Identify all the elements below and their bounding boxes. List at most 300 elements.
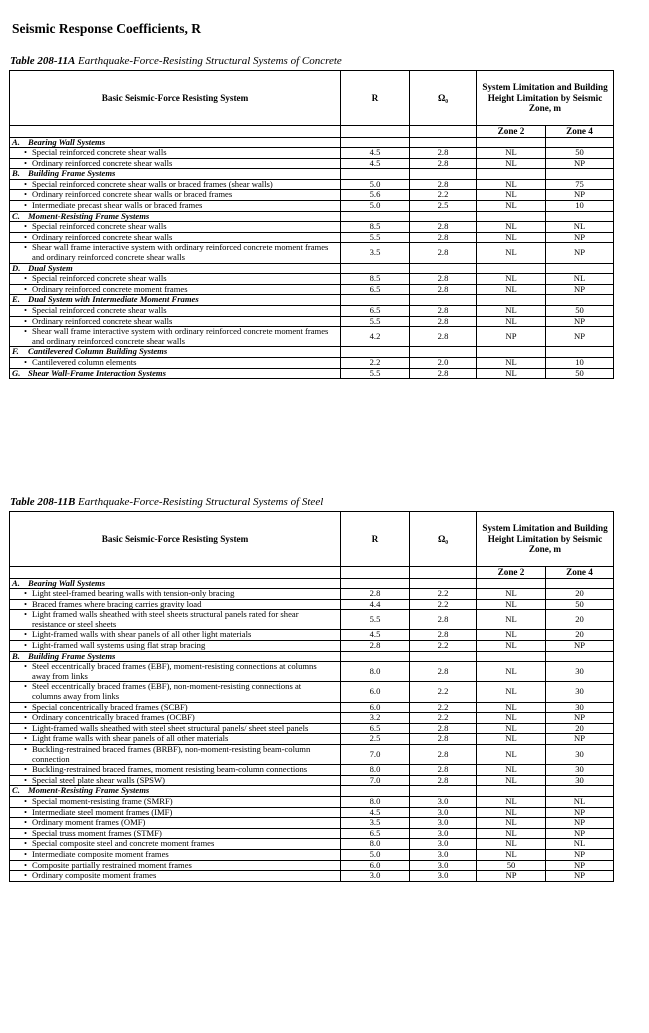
z4-value: NP bbox=[546, 828, 614, 839]
omega-value: 3.0 bbox=[410, 807, 477, 818]
omega-value: 2.8 bbox=[410, 610, 477, 630]
page-title: Seismic Response Coefficients, R bbox=[12, 21, 201, 36]
z4-value: 30 bbox=[546, 702, 614, 713]
z4-value: NP bbox=[546, 284, 614, 295]
limitation-header: System Limitation and Building Height Limitation by Seismic Zone, m bbox=[477, 71, 614, 126]
section-title: Moment-Resisting Frame Systems bbox=[28, 210, 150, 221]
r-value bbox=[341, 137, 410, 148]
table-row bbox=[10, 599, 614, 610]
z2-value: NL bbox=[477, 662, 546, 682]
omega-value: 2.8 bbox=[410, 723, 477, 734]
z4-value: NP bbox=[546, 713, 614, 724]
omega-value bbox=[410, 578, 477, 589]
r-value: 3.5 bbox=[341, 243, 410, 263]
system-name: • Ordinary reinforced concrete shear walls bbox=[10, 232, 341, 243]
section-title: Dual System bbox=[28, 262, 73, 273]
r-value: 5.5 bbox=[341, 368, 410, 379]
zone4-header: Zone 4 bbox=[546, 126, 614, 138]
table-a-title: Earthquake-Force-Resisting Structural Systems of Concrete bbox=[78, 55, 342, 67]
z4-value: 10 bbox=[546, 357, 614, 368]
system-name: • Ordinary reinforced concrete moment frames bbox=[10, 284, 341, 295]
r-value: 5.5 bbox=[341, 232, 410, 243]
z2-value: NL bbox=[477, 745, 546, 765]
r-value: 6.5 bbox=[341, 828, 410, 839]
system-name: • Composite partially restrained moment frames bbox=[10, 860, 341, 871]
z2-value: NL bbox=[477, 599, 546, 610]
section-title: Cantilevered Column Building Systems bbox=[28, 346, 168, 357]
r-value bbox=[341, 211, 410, 222]
r-value: 5.6 bbox=[341, 190, 410, 201]
section-title: Moment-Resisting Frame Systems bbox=[28, 785, 150, 796]
system-name: • Light framed walls sheathed with steel sheets structural panels rated for shear resistance or steel sheets bbox=[10, 610, 341, 630]
system-name: • Steel eccentrically braced frames (EBF), moment-resisting connections at columns away from links bbox=[10, 662, 341, 682]
z4-value: NL bbox=[546, 274, 614, 285]
z2-value bbox=[477, 347, 546, 358]
table-row bbox=[10, 357, 614, 368]
table-row bbox=[10, 662, 614, 682]
z2-value: NL bbox=[477, 222, 546, 233]
omega-value: 3.0 bbox=[410, 860, 477, 871]
r-value: 6.0 bbox=[341, 682, 410, 702]
section-label bbox=[10, 347, 341, 358]
z4-value: NP bbox=[546, 158, 614, 169]
zone-header-row bbox=[10, 567, 614, 579]
z4-value: NP bbox=[546, 860, 614, 871]
table-row bbox=[10, 222, 614, 233]
table-row bbox=[10, 148, 614, 159]
omega-value: 2.8 bbox=[410, 775, 477, 786]
system-name: • Special reinforced concrete shear walls bbox=[10, 274, 341, 285]
r-value bbox=[341, 651, 410, 662]
z2-value: NL bbox=[477, 610, 546, 630]
system-name: • Special steel plate shear walls (SPSW) bbox=[10, 775, 341, 786]
z4-value: 50 bbox=[546, 306, 614, 317]
omega-value: 2.5 bbox=[410, 201, 477, 212]
system-name: • Special reinforced concrete shear walls bbox=[10, 148, 341, 159]
table-row bbox=[10, 849, 614, 860]
r-value: 5.5 bbox=[341, 610, 410, 630]
omega-value: 3.0 bbox=[410, 839, 477, 850]
z4-value: NL bbox=[546, 222, 614, 233]
z2-value: NL bbox=[477, 713, 546, 724]
table-row bbox=[10, 610, 614, 630]
table-row bbox=[10, 201, 614, 212]
omega-value: 2.2 bbox=[410, 599, 477, 610]
z2-value: NL bbox=[477, 849, 546, 860]
system-name: • Ordinary moment frames (OMF) bbox=[10, 818, 341, 829]
table-concrete bbox=[9, 70, 614, 379]
omega-value bbox=[410, 651, 477, 662]
table-b-title: Earthquake-Force-Resisting Structural Systems of Steel bbox=[78, 496, 324, 508]
r-value: 6.5 bbox=[341, 284, 410, 295]
z2-value: NL bbox=[477, 775, 546, 786]
section-letter: A. bbox=[12, 577, 20, 588]
r-value: 6.0 bbox=[341, 702, 410, 713]
section-label bbox=[10, 651, 341, 662]
omega-value: 3.0 bbox=[410, 796, 477, 807]
table-row bbox=[10, 723, 614, 734]
r-value bbox=[341, 578, 410, 589]
system-name: • Ordinary reinforced concrete shear walls bbox=[10, 158, 341, 169]
omega-value bbox=[410, 211, 477, 222]
r-value: 8.5 bbox=[341, 222, 410, 233]
z4-value: 20 bbox=[546, 723, 614, 734]
table-row bbox=[10, 775, 614, 786]
r-value: 3.5 bbox=[341, 818, 410, 829]
r-value: 7.0 bbox=[341, 745, 410, 765]
omega-value bbox=[410, 137, 477, 148]
omega-value: 2.2 bbox=[410, 713, 477, 724]
r-value: 6.0 bbox=[341, 860, 410, 871]
omega-value: 2.8 bbox=[410, 327, 477, 347]
r-value bbox=[341, 295, 410, 306]
table-row bbox=[10, 818, 614, 829]
z2-value: NP bbox=[477, 871, 546, 882]
z2-value bbox=[477, 295, 546, 306]
z2-value: NL bbox=[477, 818, 546, 829]
z2-value: NL bbox=[477, 828, 546, 839]
z4-value bbox=[546, 169, 614, 180]
system-name: • Special concentrically braced frames (SCBF) bbox=[10, 702, 341, 713]
section-label bbox=[10, 578, 341, 589]
system-name: • Special composite steel and concrete moment frames bbox=[10, 839, 341, 850]
section-row bbox=[10, 578, 614, 589]
omega-value: 2.2 bbox=[410, 702, 477, 713]
section-label bbox=[10, 368, 341, 379]
blank-cell bbox=[410, 567, 477, 579]
r-value: 4.4 bbox=[341, 599, 410, 610]
omega-value: 2.8 bbox=[410, 284, 477, 295]
section-row bbox=[10, 295, 614, 306]
z4-value bbox=[546, 263, 614, 274]
section-letter: C. bbox=[12, 210, 20, 221]
r-value bbox=[341, 347, 410, 358]
r-value bbox=[341, 786, 410, 797]
table-a-caption bbox=[10, 55, 342, 67]
omega-value bbox=[410, 786, 477, 797]
omega-value: 2.8 bbox=[410, 745, 477, 765]
system-header: Basic Seismic-Force Resisting System bbox=[10, 512, 341, 567]
section-title: Building Frame Systems bbox=[28, 168, 116, 179]
z2-value: 50 bbox=[477, 860, 546, 871]
table-row bbox=[10, 274, 614, 285]
z2-value bbox=[477, 786, 546, 797]
table-row bbox=[10, 860, 614, 871]
system-name: • Special reinforced concrete shear walls bbox=[10, 306, 341, 317]
section-label bbox=[10, 137, 341, 148]
z4-value: 20 bbox=[546, 630, 614, 641]
section-row bbox=[10, 169, 614, 180]
section-title: Building Frame Systems bbox=[28, 650, 116, 661]
system-name: • Shear wall frame interactive system with ordinary reinforced concrete moment frames and ordinary reinforced concrete shear walls bbox=[10, 243, 341, 263]
r-value: 5.0 bbox=[341, 201, 410, 212]
z4-value bbox=[546, 786, 614, 797]
z2-value: NL bbox=[477, 641, 546, 652]
table-row bbox=[10, 316, 614, 327]
z2-value: NL bbox=[477, 839, 546, 850]
section-title: Bearing Wall Systems bbox=[28, 136, 106, 147]
blank-cell bbox=[10, 126, 341, 138]
z4-value: 50 bbox=[546, 599, 614, 610]
z4-value: NP bbox=[546, 849, 614, 860]
table-row bbox=[10, 232, 614, 243]
system-name: • Steel eccentrically braced frames (EBF), non-moment-resisting connections at columns away from links bbox=[10, 682, 341, 702]
omega-value: 3.0 bbox=[410, 828, 477, 839]
section-row bbox=[10, 651, 614, 662]
section-letter: G. bbox=[12, 367, 21, 378]
omega-value: 2.8 bbox=[410, 222, 477, 233]
table-row bbox=[10, 839, 614, 850]
omega-value: 2.8 bbox=[410, 179, 477, 190]
blank-cell bbox=[341, 567, 410, 579]
system-name: • Light frame walls with shear panels of all other materials bbox=[10, 734, 341, 745]
system-name: • Light steel-framed bearing walls with tension-only bracing bbox=[10, 589, 341, 600]
system-name: • Ordinary reinforced concrete shear walls or braced frames bbox=[10, 190, 341, 201]
omega-value: 2.2 bbox=[410, 589, 477, 600]
r-value: 4.5 bbox=[341, 148, 410, 159]
z2-value: NL bbox=[477, 589, 546, 600]
section-letter: A. bbox=[12, 136, 20, 147]
r-value: 5.0 bbox=[341, 179, 410, 190]
section-label bbox=[10, 263, 341, 274]
section-title: Dual System with Intermediate Moment Frames bbox=[28, 294, 199, 305]
table-row bbox=[10, 327, 614, 347]
omega-value: 2.8 bbox=[410, 306, 477, 317]
r-value: 2.5 bbox=[341, 734, 410, 745]
z4-value: NP bbox=[546, 641, 614, 652]
omega-value: 2.0 bbox=[410, 357, 477, 368]
table-row bbox=[10, 284, 614, 295]
table-row bbox=[10, 807, 614, 818]
z2-value: NL bbox=[477, 682, 546, 702]
system-name: • Buckling-restrained braced frames, moment resisting beam-column connections bbox=[10, 765, 341, 776]
z2-value: NL bbox=[477, 630, 546, 641]
z4-value: 75 bbox=[546, 179, 614, 190]
z2-value: NL bbox=[477, 148, 546, 159]
z2-value: NL bbox=[477, 190, 546, 201]
r-value: 8.0 bbox=[341, 662, 410, 682]
section-title: Shear Wall-Frame Interaction Systems bbox=[28, 367, 166, 378]
omega-value: 2.8 bbox=[410, 274, 477, 285]
section-letter: B. bbox=[12, 168, 20, 179]
section-label bbox=[10, 786, 341, 797]
r-value: 7.0 bbox=[341, 775, 410, 786]
omega-value: 2.8 bbox=[410, 158, 477, 169]
section-row bbox=[10, 368, 614, 379]
z4-value: 30 bbox=[546, 682, 614, 702]
omega-value bbox=[410, 295, 477, 306]
z4-value: NP bbox=[546, 818, 614, 829]
z2-value: NL bbox=[477, 357, 546, 368]
omega-value: 2.8 bbox=[410, 232, 477, 243]
omega-value: 3.0 bbox=[410, 849, 477, 860]
table-row bbox=[10, 871, 614, 882]
section-row bbox=[10, 211, 614, 222]
z4-value: NL bbox=[546, 839, 614, 850]
table-steel bbox=[9, 511, 614, 882]
r-value: 6.5 bbox=[341, 306, 410, 317]
limitation-header: System Limitation and Building Height Limitation by Seismic Zone, m bbox=[477, 512, 614, 567]
z4-value: NL bbox=[546, 796, 614, 807]
section-row bbox=[10, 137, 614, 148]
r-value: 8.0 bbox=[341, 765, 410, 776]
omega-value: 2.8 bbox=[410, 734, 477, 745]
header-row bbox=[10, 512, 614, 567]
table-row bbox=[10, 630, 614, 641]
z2-value: NL bbox=[477, 796, 546, 807]
z4-value: NP bbox=[546, 734, 614, 745]
table-row bbox=[10, 589, 614, 600]
table-row bbox=[10, 641, 614, 652]
omega-header: Ω₀ bbox=[410, 71, 477, 126]
table-row bbox=[10, 828, 614, 839]
r-value bbox=[341, 263, 410, 274]
omega-value: 2.8 bbox=[410, 630, 477, 641]
r-value: 4.5 bbox=[341, 630, 410, 641]
system-name: • Intermediate composite moment frames bbox=[10, 849, 341, 860]
system-name: • Buckling-restrained braced frames (BRBF), non-moment-resisting beam-column connection bbox=[10, 745, 341, 765]
blank-cell bbox=[410, 126, 477, 138]
omega-value: 3.0 bbox=[410, 871, 477, 882]
r-value: 3.2 bbox=[341, 713, 410, 724]
z2-value: NL bbox=[477, 158, 546, 169]
r-value: 8.5 bbox=[341, 274, 410, 285]
table-row bbox=[10, 702, 614, 713]
omega-value: 2.8 bbox=[410, 148, 477, 159]
system-name: • Cantilevered column elements bbox=[10, 357, 341, 368]
r-value: 5.0 bbox=[341, 849, 410, 860]
z4-value: 20 bbox=[546, 589, 614, 600]
z4-value bbox=[546, 651, 614, 662]
section-label bbox=[10, 169, 341, 180]
blank-cell bbox=[10, 567, 341, 579]
z4-value bbox=[546, 137, 614, 148]
r-value: 6.5 bbox=[341, 723, 410, 734]
omega-value: 2.2 bbox=[410, 641, 477, 652]
table-row bbox=[10, 734, 614, 745]
section-title: Bearing Wall Systems bbox=[28, 577, 106, 588]
z2-value: NL bbox=[477, 723, 546, 734]
omega-value: 2.2 bbox=[410, 682, 477, 702]
z2-value: NL bbox=[477, 274, 546, 285]
omega-value: 2.8 bbox=[410, 316, 477, 327]
blank-cell bbox=[341, 126, 410, 138]
table-a-number: Table 208-11A bbox=[10, 55, 76, 67]
omega-value: 2.8 bbox=[410, 243, 477, 263]
z2-value: NP bbox=[477, 327, 546, 347]
z2-value: NL bbox=[477, 201, 546, 212]
z2-value: NL bbox=[477, 316, 546, 327]
table-row bbox=[10, 796, 614, 807]
system-name: • Light-framed walls sheathed with steel sheet structural panels/ sheet steel panels bbox=[10, 723, 341, 734]
z4-value: NP bbox=[546, 871, 614, 882]
section-letter: D. bbox=[12, 262, 21, 273]
z4-value: NP bbox=[546, 232, 614, 243]
zone2-header: Zone 2 bbox=[477, 567, 546, 579]
z4-value: 50 bbox=[546, 148, 614, 159]
z4-value: NP bbox=[546, 327, 614, 347]
z4-value: 50 bbox=[546, 368, 614, 379]
z4-value: 30 bbox=[546, 765, 614, 776]
table-row bbox=[10, 158, 614, 169]
table-row bbox=[10, 306, 614, 317]
system-name: • Intermediate precast shear walls or braced frames bbox=[10, 201, 341, 212]
table-row bbox=[10, 682, 614, 702]
z2-value: NL bbox=[477, 284, 546, 295]
zone4-header: Zone 4 bbox=[546, 567, 614, 579]
system-name: • Ordinary reinforced concrete shear walls bbox=[10, 316, 341, 327]
z4-value: NP bbox=[546, 243, 614, 263]
header-row bbox=[10, 71, 614, 126]
r-value: 4.2 bbox=[341, 327, 410, 347]
z4-value: 20 bbox=[546, 610, 614, 630]
system-name: • Shear wall frame interactive system with ordinary reinforced concrete moment frames and ordinary reinforced concrete shear walls bbox=[10, 327, 341, 347]
z2-value: NL bbox=[477, 243, 546, 263]
r-value: 2.8 bbox=[341, 589, 410, 600]
z2-value: NL bbox=[477, 232, 546, 243]
r-value: 2.8 bbox=[341, 641, 410, 652]
z2-value: NL bbox=[477, 765, 546, 776]
omega-value: 2.8 bbox=[410, 765, 477, 776]
z2-value bbox=[477, 578, 546, 589]
omega-header: Ω₀ bbox=[410, 512, 477, 567]
omega-value: 3.0 bbox=[410, 818, 477, 829]
r-value: 3.0 bbox=[341, 871, 410, 882]
r-value: 4.5 bbox=[341, 158, 410, 169]
omega-value: 2.8 bbox=[410, 368, 477, 379]
system-header: Basic Seismic-Force Resisting System bbox=[10, 71, 341, 126]
section-letter: C. bbox=[12, 785, 20, 796]
z4-value: NP bbox=[546, 190, 614, 201]
omega-value: 2.8 bbox=[410, 662, 477, 682]
section-row bbox=[10, 347, 614, 358]
section-label bbox=[10, 295, 341, 306]
omega-value bbox=[410, 263, 477, 274]
z4-value: 30 bbox=[546, 745, 614, 765]
system-name: • Special truss moment frames (STMF) bbox=[10, 828, 341, 839]
system-name: • Light-framed walls with shear panels of all other light materials bbox=[10, 630, 341, 641]
z4-value: NP bbox=[546, 316, 614, 327]
z2-value: NL bbox=[477, 179, 546, 190]
r-value: 8.0 bbox=[341, 839, 410, 850]
omega-value: 2.2 bbox=[410, 190, 477, 201]
table-b-number: Table 208-11B bbox=[10, 496, 76, 508]
z4-value: NP bbox=[546, 807, 614, 818]
z2-value: NL bbox=[477, 734, 546, 745]
z2-value bbox=[477, 137, 546, 148]
system-name: • Ordinary concentrically braced frames (OCBF) bbox=[10, 713, 341, 724]
r-value: 4.5 bbox=[341, 807, 410, 818]
z2-value bbox=[477, 169, 546, 180]
zone2-header: Zone 2 bbox=[477, 126, 546, 138]
table-row bbox=[10, 190, 614, 201]
system-name: • Braced frames where bracing carries gravity load bbox=[10, 599, 341, 610]
z4-value bbox=[546, 295, 614, 306]
z4-value bbox=[546, 211, 614, 222]
z2-value bbox=[477, 263, 546, 274]
omega-value bbox=[410, 347, 477, 358]
z4-value bbox=[546, 578, 614, 589]
z4-value: 30 bbox=[546, 662, 614, 682]
table-b-caption bbox=[10, 496, 323, 508]
r-header: R bbox=[341, 71, 410, 126]
r-value: 8.0 bbox=[341, 796, 410, 807]
system-name: • Special reinforced concrete shear walls or braced frames (shear walls) bbox=[10, 179, 341, 190]
table-row bbox=[10, 765, 614, 776]
system-name: • Special moment-resisting frame (SMRF) bbox=[10, 796, 341, 807]
r-value: 2.2 bbox=[341, 357, 410, 368]
z2-value: NL bbox=[477, 702, 546, 713]
